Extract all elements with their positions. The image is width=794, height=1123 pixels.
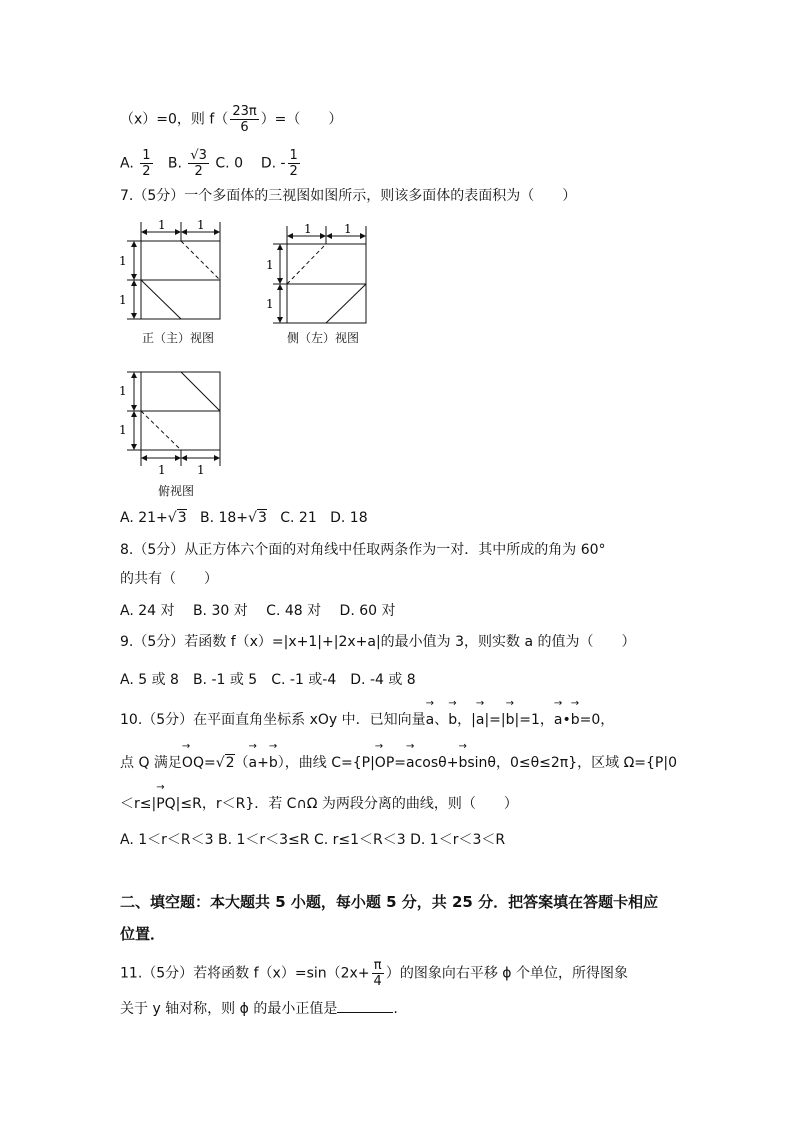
sqrt-sign: √ xyxy=(215,755,225,771)
side-view-hidden-edge xyxy=(287,244,326,284)
front-dim-label: 1 xyxy=(197,218,205,232)
fraction-23pi-over-6: $\frac{23\pi}{6}$ xyxy=(232,104,257,135)
vector-b: → b xyxy=(506,710,515,730)
sqrt-sign: √ xyxy=(167,510,177,526)
answer-blank[interactable] xyxy=(337,998,393,1013)
option-b-fraction: $\frac{√3}{2}$ xyxy=(190,148,207,179)
front-dim-label: 1 xyxy=(119,293,127,307)
side-view-caption: 侧（左）视图 xyxy=(287,331,360,345)
q7-stem: 7.（5分）一个多面体的三视图如图所示，则该多面体的表面积为（ ） xyxy=(120,188,577,204)
vector-a: → a xyxy=(476,710,485,730)
q9-options: A. 5 或 8 B. -1 或 5 C. -1 或-4 D. -4 或 8 xyxy=(120,672,416,688)
q8-stem-line2: 的共有（ ） xyxy=(120,571,218,587)
top-dim-label: 1 xyxy=(158,463,166,477)
q8-stem-line1: 8.（5分）从正方体六个面的对角线中任取两条作为一对．其中所成的角为 60° xyxy=(120,542,606,558)
q10-line2: 点 Q 满足→ OQ=√2（→ a+→ b），曲线 C={P|→ OP=→ acosθ+→ bsinθ，0≤θ≤2π}，区域 Ω={P|0 xyxy=(120,753,677,773)
vector-a: → a xyxy=(426,710,435,730)
top-dim-label: 1 xyxy=(119,384,127,398)
fraction-pi-over-4: $\frac{\pi}{4}$ xyxy=(373,958,382,989)
top-view-caption: 俯视图 xyxy=(158,484,195,498)
side-dim-label: 1 xyxy=(344,222,352,236)
vector-b: → b xyxy=(571,710,580,730)
vector-a: → a xyxy=(554,710,563,730)
q10-line3: ＜r≤|→ PQ|≤R，r＜R}．若 C∩Ω 为两段分离的曲线，则（ ） xyxy=(120,794,518,814)
section-2-heading-line1: 二、填空题：本大题共 5 小题，每小题 5 分，共 25 分．把答案填在答题卡相应 xyxy=(120,893,659,911)
front-dim-label: 1 xyxy=(119,254,127,268)
q10-line1: 10.（5分）在平面直角坐标系 xOy 中．已知向量→ a、→ b，|→ a|=|→ b|=1，→ a•→ b=0， xyxy=(120,710,614,730)
vector-a: → a xyxy=(406,753,415,773)
option-d-fraction: $\frac{1}{2}$ xyxy=(289,148,298,179)
sqrt-sign: √ xyxy=(248,510,257,526)
vector-b: → b xyxy=(458,753,467,773)
section-2-heading-line2: 位置． xyxy=(120,925,166,943)
q9-stem: 9.（5分）若函数 f（x）=|x+1|+|2x+a|的最小值为 3，则实数 a 的值为（ ） xyxy=(120,634,636,650)
side-dim-label: 1 xyxy=(304,222,312,236)
vector-op: → OP xyxy=(375,753,394,773)
top-view-hidden-edge xyxy=(141,411,181,450)
q11-line2: 关于 y 轴对称，则 ϕ 的最小正值是 . xyxy=(120,998,398,1019)
vector-a: → a xyxy=(249,753,258,773)
q6-stem-line: （x）=0，则 f（ $\frac{23\pi}{6}$ ）=（ ） xyxy=(120,104,343,135)
top-dim-label: 1 xyxy=(197,463,205,477)
option-a-fraction: $\frac{1}{2}$ xyxy=(142,148,151,179)
front-view-solid-edge xyxy=(141,280,181,319)
q6-options: A. $\frac{1}{2}$ B. $\frac{√3}{2}$ C. 0 D. - $\frac{1}{2}$ xyxy=(120,148,298,179)
front-view-hidden-edge xyxy=(181,241,220,280)
front-dim-label: 1 xyxy=(158,218,166,232)
vector-b: → b xyxy=(448,710,457,730)
vector-pq: → PQ xyxy=(156,794,175,814)
front-view-diagram xyxy=(115,208,230,326)
side-dim-label: 1 xyxy=(266,258,274,272)
top-dim-label: 1 xyxy=(119,423,127,437)
front-view-caption: 正（主）视图 xyxy=(142,331,215,345)
q8-options: A. 24 对 B. 30 对 C. 48 对 D. 60 对 xyxy=(120,603,396,619)
side-dim-label: 1 xyxy=(266,297,274,311)
vector-b: → b xyxy=(269,753,278,773)
q7-options: A. 21+√3 B. 18+√3 C. 21 D. 18 xyxy=(120,510,368,526)
q10-options: A. 1＜r＜R＜3 B. 1＜r＜3≤R C. r≤1＜R＜3 D. 1＜r＜3＜R xyxy=(120,832,506,848)
side-view-solid-edge xyxy=(326,284,366,323)
side-view-diagram xyxy=(262,214,377,326)
top-view-diagram xyxy=(115,362,230,480)
top-view-solid-edge xyxy=(181,372,220,411)
vector-oq: → OQ xyxy=(182,753,204,773)
q11-line1: 11.（5分）若将函数 f（x）=sin（2x+ $\frac{\pi}{4}$ ）的图象向右平移 ϕ 个单位，所得图象 xyxy=(120,958,628,989)
